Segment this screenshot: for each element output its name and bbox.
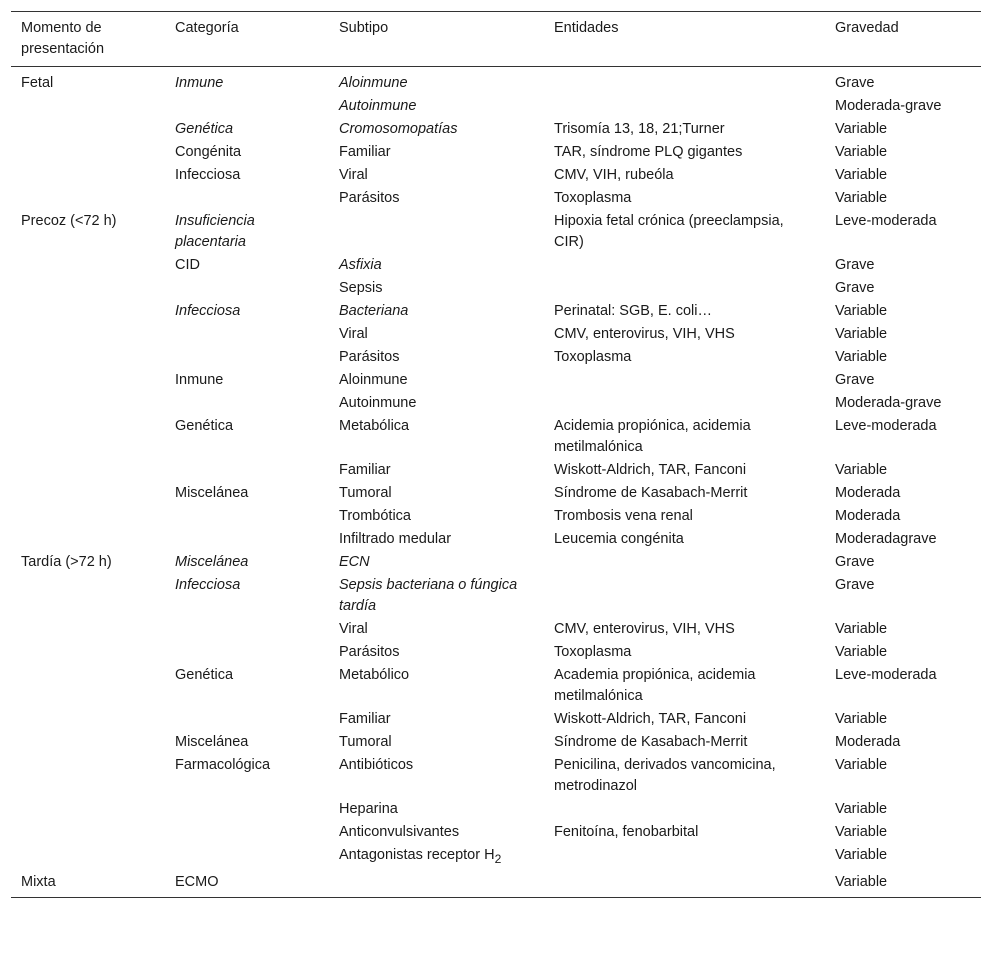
cell-subtipo-text: Sepsis [339,280,383,296]
cell-gravedad [825,459,981,482]
cell-entidades [544,277,825,300]
cell-entidades-text: Leucemia congénita [554,531,684,547]
cell-categoria [165,844,329,871]
cell-subtipo [329,754,544,798]
cell-categoria [165,871,329,898]
thrombocytopenia-table [11,11,981,898]
cell-momento [11,482,165,505]
cell-entidades-text: Toxoplasma [554,190,632,206]
cell-gravedad [825,505,981,528]
cell-categoria [165,574,329,618]
cell-categoria-text: Infecciosa [175,167,241,183]
cell-gravedad [825,392,981,415]
cell-momento [11,300,165,323]
table-row [11,574,981,618]
cell-categoria [165,67,329,96]
cell-categoria [165,254,329,277]
cell-gravedad-text: Variable [835,462,888,478]
cell-gravedad-text: Variable [835,711,888,727]
cell-entidades [544,505,825,528]
cell-gravedad-text: Moderada [835,508,901,524]
cell-categoria [165,798,329,821]
cell-entidades [544,187,825,210]
cell-subtipo-text: Sepsis bacteriana o fúngica tardía [339,577,518,614]
cell-entidades [544,300,825,323]
cell-momento [11,821,165,844]
table-row [11,277,981,300]
cell-momento [11,708,165,731]
cell-entidades [544,641,825,664]
cell-entidades [544,528,825,551]
cell-entidades [544,798,825,821]
cell-subtipo [329,664,544,708]
cell-gravedad [825,369,981,392]
table-row [11,551,981,574]
cell-gravedad-text: Leve-moderada [835,667,937,683]
cell-gravedad [825,415,981,459]
cell-categoria-text: CID [175,257,200,273]
cell-momento [11,323,165,346]
table-row [11,346,981,369]
cell-momento [11,392,165,415]
cell-categoria-text: Miscelánea [175,554,249,570]
cell-subtipo [329,574,544,618]
cell-momento [11,141,165,164]
cell-entidades [544,459,825,482]
cell-subtipo [329,415,544,459]
cell-momento [11,210,165,254]
cell-entidades [544,415,825,459]
cell-gravedad [825,67,981,96]
cell-entidades [544,392,825,415]
cell-entidades [544,164,825,187]
cell-momento-text: Tardía (>72 h) [21,554,112,570]
cell-categoria-text: ECMO [175,873,219,890]
cell-categoria-text: Insuficiencia placentaria [175,213,255,250]
cell-gravedad [825,187,981,210]
cell-categoria [165,187,329,210]
cell-momento-text: Mixta [21,873,56,890]
cell-gravedad [825,528,981,551]
cell-momento [11,277,165,300]
cell-subtipo [329,118,544,141]
cell-momento [11,187,165,210]
cell-gravedad [825,731,981,754]
cell-subtipo [329,844,544,871]
cell-categoria-text: Farmacológica [175,757,271,773]
cell-gravedad-text: Variable [835,873,888,890]
cell-gravedad-text: Grave [835,280,875,296]
cell-entidades [544,551,825,574]
cell-gravedad-text: Grave [835,577,875,593]
table-row [11,300,981,323]
cell-gravedad [825,551,981,574]
cell-subtipo [329,164,544,187]
cell-entidades-text: Trisomía 13, 18, 21;Turner [554,121,725,137]
table-row [11,415,981,459]
cell-entidades-text: Acidemia propiónica, acidemia metilmalónica [554,418,751,455]
cell-subtipo-text: Antagonistas receptor H [339,847,495,863]
cell-subtipo [329,210,544,254]
cell-categoria [165,392,329,415]
table-row [11,664,981,708]
cell-subtipo [329,459,544,482]
cell-entidades [544,118,825,141]
cell-entidades [544,618,825,641]
cell-subtipo-text: Metabólico [339,667,410,683]
cell-subtipo-text: Aloinmune [339,372,408,388]
cell-entidades-text: Toxoplasma [554,349,632,365]
cell-subtipo-text: Asfixia [339,257,382,273]
cell-subtipo-text: Aloinmune [339,75,408,91]
cell-entidades [544,210,825,254]
cell-momento [11,346,165,369]
cell-gravedad [825,821,981,844]
cell-entidades [544,708,825,731]
cell-gravedad-text: Grave [835,75,875,91]
table-row [11,505,981,528]
cell-categoria-text: Inmune [175,372,224,388]
table-row [11,618,981,641]
table-header-row [11,12,981,67]
cell-gravedad-text: Moderada-grave [835,98,942,114]
cell-subtipo [329,369,544,392]
cell-subtipo-text: Viral [339,167,368,183]
cell-gravedad [825,482,981,505]
cell-subtipo-text: Antibióticos [339,757,414,773]
cell-momento [11,459,165,482]
cell-momento [11,844,165,871]
cell-entidades [544,95,825,118]
cell-categoria [165,95,329,118]
cell-categoria [165,141,329,164]
cell-momento [11,574,165,618]
cell-categoria [165,821,329,844]
table-row [11,392,981,415]
cell-subtipo-text: ECN [339,554,370,570]
cell-momento-text: Precoz (<72 h) [21,213,117,229]
cell-subtipo [329,528,544,551]
cell-gravedad-text: Moderada [835,485,901,501]
cell-subtipo-text: Cromosomopatías [339,121,458,137]
cell-gravedad [825,664,981,708]
table-row [11,731,981,754]
cell-gravedad-text: Variable [835,824,888,840]
cell-entidades [544,323,825,346]
cell-subtipo-text: Metabólica [339,418,410,434]
cell-entidades-text: TAR, síndrome PLQ gigantes [554,144,743,160]
cell-gravedad [825,277,981,300]
cell-entidades-text: Síndrome de Kasabach-Merrit [554,734,748,750]
table-row [11,67,981,96]
cell-momento [11,369,165,392]
cell-subtipo-text: Parásitos [339,349,400,365]
cell-entidades-text: Síndrome de Kasabach-Merrit [554,485,748,501]
cell-gravedad-text: Variable [835,121,888,137]
cell-subtipo [329,505,544,528]
cell-gravedad-text: Variable [835,190,888,206]
cell-gravedad-text: Variable [835,303,888,319]
cell-entidades-text: Hipoxia fetal crónica (preeclampsia, CIR) [554,213,784,250]
cell-entidades-text: Wiskott-Aldrich, TAR, Fanconi [554,711,747,727]
cell-entidades [544,871,825,898]
cell-subtipo-text: Familiar [339,144,391,160]
cell-categoria [165,277,329,300]
cell-gravedad [825,254,981,277]
cell-categoria [165,323,329,346]
cell-subtipo-text: Autoinmune [339,98,417,114]
cell-gravedad-text: Variable [835,349,888,365]
cell-categoria [165,300,329,323]
cell-entidades [544,664,825,708]
cell-entidades [544,67,825,96]
cell-entidades [544,754,825,798]
cell-entidades-text: Academia propiónica, acidemia metilmalónica [554,667,756,704]
cell-subtipo [329,551,544,574]
table-row [11,844,981,871]
cell-categoria [165,482,329,505]
cell-gravedad [825,300,981,323]
cell-entidades-text: Toxoplasma [554,644,632,660]
cell-subtipo [329,618,544,641]
cell-categoria-text: Miscelánea [175,485,249,501]
cell-gravedad [825,323,981,346]
cell-gravedad [825,141,981,164]
cell-entidades-text: Trombosis vena renal [554,508,693,524]
cell-momento [11,528,165,551]
cell-entidades-text: CMV, enterovirus, VIH, VHS [554,326,735,342]
cell-gravedad-text: Variable [835,757,888,773]
cell-entidades [544,369,825,392]
cell-gravedad-text: Moderadagrave [835,531,937,547]
subscript-text: 2 [494,851,502,866]
cell-entidades [544,254,825,277]
cell-categoria [165,754,329,798]
cell-momento [11,551,165,574]
cell-categoria [165,505,329,528]
header-categoria: Categoría [175,20,239,36]
cell-entidades-text: Penicilina, derivados vancomicina, metrodinazol [554,757,776,794]
cell-categoria-text: Infecciosa [175,303,241,319]
cell-categoria [165,731,329,754]
cell-subtipo [329,254,544,277]
cell-gravedad-text: Variable [835,801,888,817]
cell-momento [11,164,165,187]
table-row [11,528,981,551]
cell-subtipo-text: Familiar [339,711,391,727]
cell-entidades-text: Perinatal: SGB, E. coli… [554,303,712,319]
cell-gravedad [825,210,981,254]
header-momento: Momento de presentación [21,20,105,57]
cell-categoria [165,210,329,254]
table-body [11,67,981,898]
cell-subtipo-text: Bacteriana [339,303,409,319]
cell-gravedad-text: Grave [835,554,875,570]
table-row [11,754,981,798]
cell-subtipo [329,708,544,731]
cell-gravedad-text: Variable [835,847,888,863]
table-row [11,459,981,482]
cell-entidades-text: CMV, VIH, rubeóla [554,167,674,183]
cell-entidades [544,731,825,754]
cell-entidades [544,821,825,844]
cell-momento [11,505,165,528]
cell-subtipo-text: Infiltrado medular [339,531,452,547]
table-row [11,187,981,210]
cell-subtipo-text: Heparina [339,801,398,817]
cell-entidades [544,346,825,369]
cell-subtipo [329,187,544,210]
cell-subtipo-text: Familiar [339,462,391,478]
cell-categoria-text: Genética [175,418,234,434]
cell-subtipo-text: Viral [339,621,368,637]
cell-subtipo [329,346,544,369]
cell-gravedad-text: Moderada [835,734,901,750]
cell-categoria-text: Miscelánea [175,734,249,750]
cell-gravedad [825,618,981,641]
cell-entidades-text: Wiskott-Aldrich, TAR, Fanconi [554,462,747,478]
table-row [11,118,981,141]
cell-momento [11,67,165,96]
cell-subtipo [329,300,544,323]
cell-subtipo-text: Trombótica [339,508,411,524]
cell-gravedad-text: Variable [835,326,888,342]
cell-gravedad-text: Leve-moderada [835,213,937,229]
cell-categoria [165,528,329,551]
cell-subtipo-text: Parásitos [339,190,400,206]
cell-categoria [165,346,329,369]
cell-gravedad [825,164,981,187]
table-row [11,482,981,505]
cell-subtipo [329,392,544,415]
table-row [11,821,981,844]
header-entidades: Entidades [554,20,619,36]
cell-subtipo [329,798,544,821]
cell-momento [11,731,165,754]
cell-gravedad-text: Grave [835,372,875,388]
table-row [11,323,981,346]
cell-categoria [165,459,329,482]
cell-subtipo-text: Viral [339,326,368,342]
table-row [11,871,981,898]
cell-subtipo [329,821,544,844]
header-gravedad: Gravedad [835,20,899,36]
cell-gravedad [825,95,981,118]
table-row [11,95,981,118]
table-row [11,210,981,254]
cell-categoria [165,664,329,708]
cell-subtipo [329,95,544,118]
cell-gravedad [825,708,981,731]
cell-subtipo-text: Tumoral [339,734,392,750]
cell-categoria-text: Congénita [175,144,242,160]
cell-momento [11,254,165,277]
cell-gravedad [825,754,981,798]
cell-categoria-text: Inmune [175,75,224,91]
cell-gravedad-text: Variable [835,167,888,183]
cell-categoria [165,708,329,731]
cell-momento [11,95,165,118]
cell-momento [11,415,165,459]
cell-momento-text: Fetal [21,75,54,91]
cell-gravedad-text: Moderada-grave [835,395,942,411]
cell-entidades [544,844,825,871]
cell-subtipo [329,141,544,164]
cell-momento [11,118,165,141]
table-row [11,141,981,164]
cell-gravedad [825,641,981,664]
table-row [11,164,981,187]
cell-subtipo [329,67,544,96]
cell-momento [11,664,165,708]
cell-gravedad [825,871,981,898]
cell-subtipo-text: Autoinmune [339,395,417,411]
cell-subtipo [329,871,544,898]
cell-gravedad-text: Variable [835,144,888,160]
cell-momento [11,754,165,798]
cell-gravedad [825,844,981,871]
table-row [11,369,981,392]
cell-subtipo [329,277,544,300]
cell-momento [11,641,165,664]
cell-gravedad-text: Variable [835,644,888,660]
cell-categoria [165,641,329,664]
cell-categoria [165,164,329,187]
cell-categoria [165,415,329,459]
cell-entidades [544,482,825,505]
cell-subtipo [329,641,544,664]
cell-categoria [165,118,329,141]
cell-momento [11,798,165,821]
cell-momento [11,871,165,898]
cell-subtipo-text: Anticonvulsivantes [339,824,460,840]
cell-subtipo-text: Tumoral [339,485,392,501]
cell-gravedad-text: Leve-moderada [835,418,937,434]
cell-entidades-text: Fenitoína, fenobarbital [554,824,699,840]
cell-categoria [165,551,329,574]
cell-gravedad [825,798,981,821]
cell-categoria [165,369,329,392]
cell-subtipo [329,731,544,754]
cell-subtipo-text: Parásitos [339,644,400,660]
table-row [11,641,981,664]
cell-categoria-text: Infecciosa [175,577,241,593]
cell-categoria-text: Genética [175,667,234,683]
cell-entidades [544,141,825,164]
header-subtipo: Subtipo [339,20,389,36]
table-row [11,254,981,277]
cell-categoria [165,618,329,641]
cell-gravedad [825,346,981,369]
cell-entidades-text: CMV, enterovirus, VIH, VHS [554,621,735,637]
table-container [11,11,981,898]
cell-gravedad [825,574,981,618]
cell-momento [11,618,165,641]
cell-entidades [544,574,825,618]
cell-gravedad-text: Variable [835,621,888,637]
cell-subtipo [329,482,544,505]
cell-gravedad [825,118,981,141]
cell-gravedad-text: Grave [835,257,875,273]
cell-categoria-text: Genética [175,121,234,137]
table-row [11,708,981,731]
cell-subtipo [329,323,544,346]
table-row [11,798,981,821]
